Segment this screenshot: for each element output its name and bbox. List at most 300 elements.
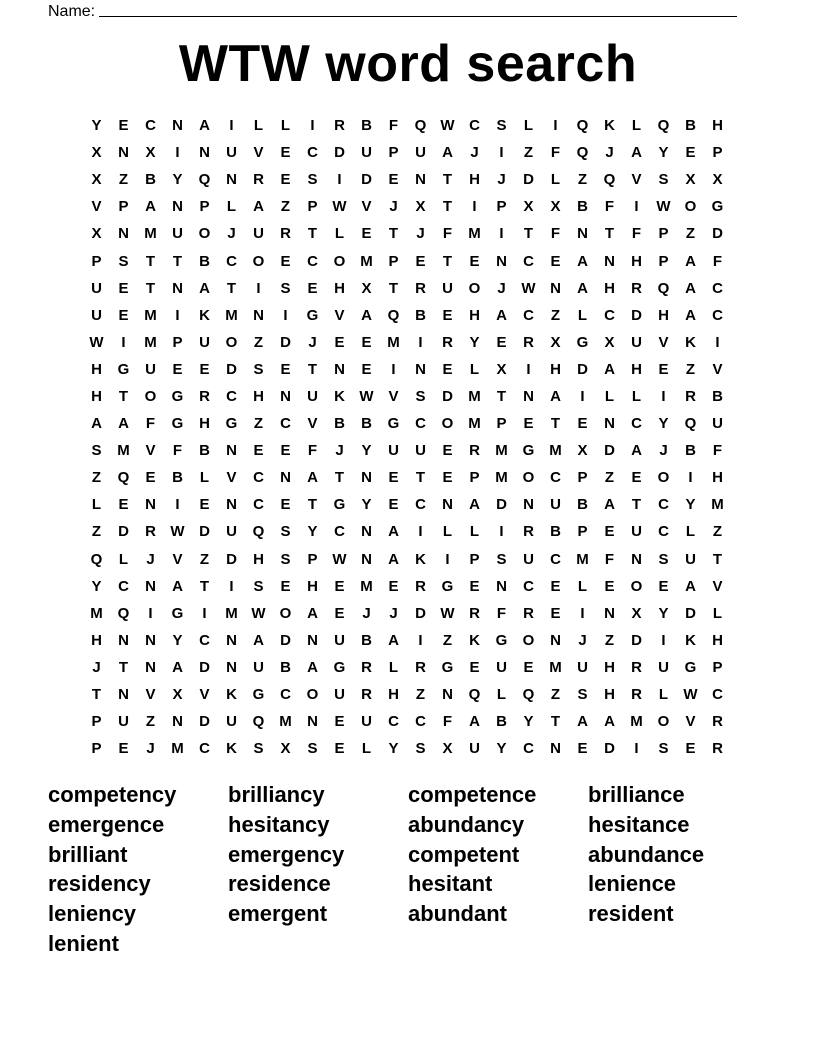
word-list-item: residence [228,871,331,897]
grid-letter: I [715,333,720,351]
grid-letter: P [307,198,318,216]
grid-letter: P [712,144,723,162]
grid-letter: E [361,333,372,351]
grid-letter: H [712,117,723,135]
grid-letter: E [388,496,399,514]
grid-letter: H [604,279,615,297]
grid-letter: R [523,604,534,622]
grid-letter: B [550,523,561,541]
grid-letter: Y [91,577,102,595]
name-field [48,0,737,20]
grid-letter: J [146,550,155,568]
grid-letter: E [604,523,615,541]
grid-letter: C [334,523,345,541]
grid-letter: E [469,252,480,270]
grid-letter: U [631,333,642,351]
grid-letter: E [496,333,507,351]
grid-letter: N [523,387,534,405]
grid-letter: U [334,686,345,704]
grid-letter: Q [468,686,481,704]
grid-letter: E [442,442,453,460]
grid-letter: T [172,252,183,270]
grid-letter: H [334,279,345,297]
grid-letter: N [550,740,561,758]
grid-letter: U [523,550,534,568]
grid-letter: N [118,631,129,649]
grid-letter: N [118,686,129,704]
grid-letter: N [631,550,642,568]
grid-letter: U [91,279,102,297]
grid-letter: V [334,306,345,324]
grid-letter: I [661,631,666,649]
grid-letter: E [577,740,588,758]
grid-letter: B [361,415,372,433]
grid-letter: A [172,577,183,595]
word-list-item: hesitancy [228,811,330,837]
grid-letter: U [226,523,237,541]
grid-letter: S [253,360,264,378]
grid-letter: T [199,577,210,595]
grid-letter: M [387,333,400,351]
grid-letter: H [253,387,264,405]
grid-letter: E [118,117,129,135]
grid-letter: S [307,740,318,758]
grid-letter: J [578,631,587,649]
grid-letter: Y [307,523,318,541]
grid-letter: F [712,252,723,270]
grid-letter: B [577,198,588,216]
grid-letter: N [145,658,156,676]
grid-letter: H [550,360,561,378]
grid-letter: A [685,577,696,595]
grid-letter: Z [442,631,453,649]
grid-letter: Q [576,117,589,135]
grid-letter: X [145,144,156,162]
grid-letter: M [468,387,481,405]
grid-letter: T [604,225,615,243]
grid-letter: G [441,577,454,595]
grid-letter: L [631,387,642,405]
grid-letter: K [415,550,426,568]
grid-letter: C [469,117,480,135]
grid-letter: E [442,469,453,487]
grid-letter: G [171,387,184,405]
grid-letter: N [361,550,372,568]
grid-letter: X [91,144,102,162]
grid-letter: D [226,360,237,378]
grid-letter: S [658,171,669,189]
grid-letter: T [550,415,561,433]
grid-letter: P [388,252,399,270]
grid-letter: E [118,496,129,514]
grid-letter: I [580,387,585,405]
word-list-item: competence [408,782,537,807]
grid-letter: L [685,523,696,541]
grid-letter: C [712,306,723,324]
grid-letter: O [630,577,643,595]
grid-letter: P [307,550,318,568]
grid-letter: G [171,604,184,622]
grid-letter: T [334,469,345,487]
grid-letter: G [684,658,697,676]
grid-letter: C [253,469,264,487]
grid-letter: I [418,333,423,351]
grid-letter: I [175,144,180,162]
grid-letter: H [469,306,480,324]
grid-letter: N [415,360,426,378]
grid-letter: W [359,387,374,405]
grid-letter: W [332,198,347,216]
grid-letter: V [712,577,723,595]
grid-letter: B [685,117,696,135]
grid-letter: B [199,252,210,270]
grid-letter: I [148,604,153,622]
grid-letter: L [523,117,534,135]
grid-letter: U [685,550,696,568]
grid-letter: Q [522,686,535,704]
grid-letter: V [253,144,264,162]
grid-letter: A [685,306,696,324]
grid-letter: H [388,686,399,704]
grid-letter: I [418,631,423,649]
grid-letter: M [279,713,292,731]
grid-letter: C [658,523,669,541]
grid-letter: L [658,686,669,704]
grid-letter: F [388,117,399,135]
grid-letter: A [577,252,588,270]
grid-letter: Z [415,686,426,704]
grid-letter: X [631,604,642,622]
grid-letter: U [91,306,102,324]
grid-letter: O [279,604,292,622]
grid-letter: I [499,523,504,541]
grid-letter: O [468,279,481,297]
grid-letter: E [469,577,480,595]
grid-letter: T [415,469,426,487]
grid-letter: P [577,523,588,541]
grid-letter: K [226,740,237,758]
grid-letter: A [388,550,399,568]
grid-letter: N [577,225,588,243]
grid-letter: C [226,252,237,270]
grid-letter: B [415,306,426,324]
grid-letter: U [496,658,507,676]
grid-letter: L [577,306,588,324]
grid-letter: H [604,658,615,676]
grid-letter: X [280,740,291,758]
grid-letter: S [577,686,588,704]
grid-letter: T [307,360,318,378]
grid-letter: J [227,225,236,243]
grid-letter: G [522,442,535,460]
grid-letter: G [576,333,589,351]
grid-letter: K [334,387,345,405]
grid-letter: N [145,631,156,649]
grid-letter: C [604,306,615,324]
grid-letter: I [418,523,423,541]
grid-letter: F [550,225,561,243]
grid-letter: L [118,550,129,568]
grid-letter: J [362,604,371,622]
word-list-item: abundant [408,901,507,927]
grid-letter: U [253,225,264,243]
grid-letter: E [577,415,588,433]
grid-letter: B [334,415,345,433]
grid-letter: T [118,658,129,676]
grid-letter: M [225,604,238,622]
grid-letter: P [172,333,183,351]
grid-letter: X [550,198,561,216]
grid-letter: M [711,496,724,514]
grid-letter: I [526,360,531,378]
grid-letter: S [91,442,102,460]
grid-letter: C [523,252,534,270]
grid-letter: W [251,604,266,622]
grid-letter: Z [685,225,696,243]
grid-letter: X [523,198,534,216]
grid-letter: I [256,279,261,297]
grid-letter: S [496,117,507,135]
word-list-item: brilliancy [228,782,325,807]
grid-letter: D [334,144,345,162]
grid-letter: W [521,279,536,297]
grid-letter: E [334,740,345,758]
grid-letter: A [388,523,399,541]
grid-letter: S [118,252,129,270]
grid-letter: D [631,306,642,324]
grid-letter: W [89,333,104,351]
grid-letter: Z [604,631,615,649]
grid-letter: L [577,577,588,595]
grid-letter: E [253,442,264,460]
grid-letter: A [604,496,615,514]
grid-letter: U [226,713,237,731]
grid-letter: N [145,496,156,514]
grid-letter: D [442,387,453,405]
grid-letter: P [658,225,669,243]
grid-letter: N [307,713,318,731]
grid-letter: U [118,713,129,731]
grid-letter: W [332,550,347,568]
grid-letter: N [442,686,453,704]
grid-letter: E [199,496,210,514]
grid-letter: E [658,577,669,595]
grid-letter: H [469,171,480,189]
grid-letter: W [170,523,185,541]
grid-letter: T [523,225,534,243]
grid-letter: T [631,496,642,514]
grid-letter: N [118,225,129,243]
grid-letter: P [91,252,102,270]
grid-letter: V [199,686,210,704]
grid-letter: B [280,658,291,676]
grid-letter: Q [414,117,427,135]
grid-letter: Y [685,496,696,514]
grid-letter: C [712,279,723,297]
grid-letter: U [550,496,561,514]
grid-letter: N [253,306,264,324]
grid-letter: Y [496,740,507,758]
grid-letter: N [172,198,183,216]
grid-letter: U [226,144,237,162]
grid-letter: A [577,713,588,731]
grid-letter: P [118,198,129,216]
grid-letter: H [199,415,210,433]
grid-letter: V [172,550,183,568]
grid-letter: O [144,387,157,405]
grid-letter: I [310,117,315,135]
grid-letter: U [361,144,372,162]
grid-letter: C [523,740,534,758]
grid-letter: Y [172,631,183,649]
grid-letter: A [307,604,318,622]
grid-letter: P [496,415,507,433]
grid-letter: T [307,496,318,514]
grid-letter: C [523,306,534,324]
grid-letter: P [469,469,480,487]
grid-letter: Y [658,604,669,622]
grid-letter: X [577,442,588,460]
grid-letter: E [523,658,534,676]
grid-letter: O [522,469,535,487]
grid-letter: A [604,360,615,378]
grid-letter: F [307,442,318,460]
grid-letter: G [711,198,724,216]
grid-letter: N [172,713,183,731]
grid-letter: M [495,469,508,487]
grid-letter: N [550,631,561,649]
grid-letter: O [252,252,265,270]
word-list-item: brilliant [48,841,128,867]
grid-letter: R [712,740,723,758]
grid-letter: Z [253,415,264,433]
grid-letter: Y [658,415,669,433]
grid-letter: D [361,171,372,189]
grid-letter: V [361,198,372,216]
grid-letter: N [496,252,507,270]
grid-letter: O [333,252,346,270]
grid-letter: Q [117,469,130,487]
grid-letter: J [416,225,425,243]
grid-letter: N [226,658,237,676]
grid-letter: A [361,306,372,324]
grid-letter: T [388,279,399,297]
grid-letter: Q [198,171,211,189]
grid-letter: B [496,713,507,731]
word-list-item: emergent [228,901,328,927]
grid-letter: R [415,279,426,297]
grid-letter: R [469,604,480,622]
grid-letter: C [550,550,561,568]
grid-letter: L [226,198,237,216]
grid-letter: E [334,333,345,351]
word-list-item: competent [408,841,520,867]
grid-letter: C [280,415,291,433]
grid-letter: E [631,469,642,487]
grid-letter: N [226,171,237,189]
grid-letter: I [634,198,639,216]
grid-letter: U [469,740,480,758]
word-list-item: emergence [48,811,165,837]
grid-letter: H [631,360,642,378]
grid-letter: U [361,713,372,731]
grid-letter: E [280,252,291,270]
grid-letter: U [145,360,156,378]
grid-letter: E [469,658,480,676]
grid-letter: A [253,198,264,216]
grid-letter: L [631,117,642,135]
grid-letter: R [631,279,642,297]
grid-letter: E [604,577,615,595]
grid-letter: G [387,415,400,433]
grid-letter: C [199,631,210,649]
grid-letter: O [441,415,454,433]
grid-letter: L [91,496,102,514]
grid-letter: Q [657,117,670,135]
grid-letter: Q [576,144,589,162]
grid-letter: I [499,144,504,162]
grid-letter: R [469,442,480,460]
grid-letter: F [550,144,561,162]
grid-letter: A [469,496,480,514]
grid-letter: R [145,523,156,541]
grid-letter: V [658,333,669,351]
grid-letter: K [685,333,696,351]
grid-letter: A [631,144,642,162]
grid-letter: L [334,225,345,243]
grid-letter: R [712,713,723,731]
grid-letter: S [658,550,669,568]
grid-letter: C [550,469,561,487]
grid-letter: T [145,279,156,297]
grid-letter: I [121,333,126,351]
grid-letter: M [360,577,373,595]
grid-letter: D [199,523,210,541]
grid-letter: N [334,360,345,378]
grid-letter: N [361,523,372,541]
word-list-item: lenient [48,930,119,956]
grid-letter: C [415,496,426,514]
grid-letter: D [280,631,291,649]
grid-letter: E [199,360,210,378]
grid-letter: A [577,279,588,297]
grid-letter: S [280,279,291,297]
grid-letter: C [415,415,426,433]
grid-letter: R [523,523,534,541]
grid-letter: U [631,523,642,541]
grid-letter: R [685,387,696,405]
grid-letter: O [657,469,670,487]
grid-letter: S [415,387,426,405]
grid-letter: Q [603,171,616,189]
grid-letter: A [118,415,129,433]
grid-letter: T [442,171,453,189]
grid-letter: I [553,117,558,135]
grid-letter: E [334,713,345,731]
grid-letter: Q [657,279,670,297]
grid-letter: S [496,550,507,568]
grid-letter: H [253,550,264,568]
grid-letter: A [388,631,399,649]
grid-letter: X [604,333,615,351]
grid-letter: Q [117,604,130,622]
grid-letter: Z [253,333,264,351]
grid-letter: Y [361,442,372,460]
grid-letter: A [253,631,264,649]
grid-letter: X [91,225,102,243]
grid-letter: F [442,225,453,243]
grid-letter: H [604,686,615,704]
